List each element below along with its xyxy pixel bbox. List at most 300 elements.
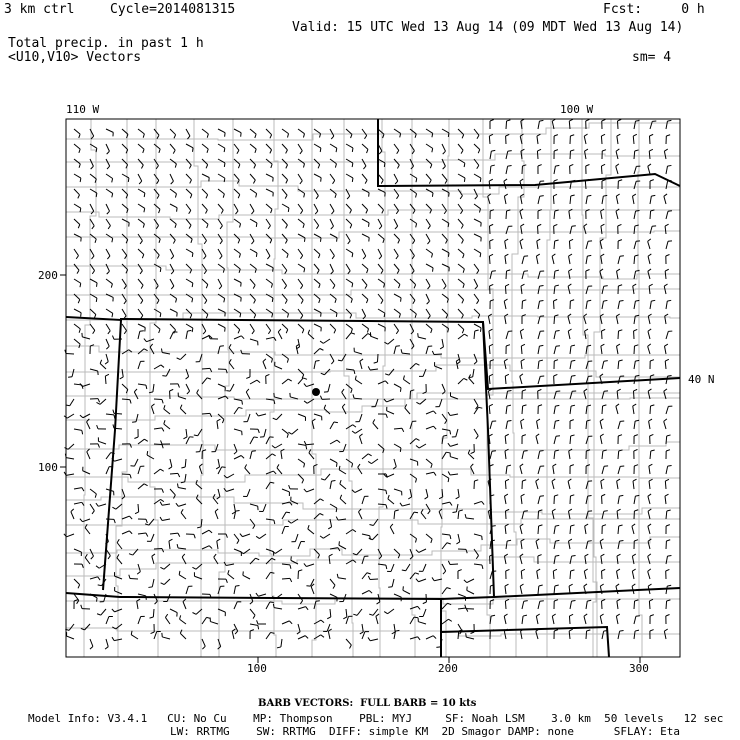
wind-barb-flag — [434, 472, 436, 475]
wind-barb-flag — [536, 254, 539, 256]
wind-barb-shaft — [186, 249, 193, 253]
wind-barb-flag — [187, 330, 191, 331]
wind-barb-shaft — [617, 556, 618, 564]
wind-barb-flag — [600, 314, 603, 316]
wind-barb-shaft — [338, 578, 346, 579]
wind-barb-shaft — [242, 534, 250, 537]
wind-barb-shaft — [114, 459, 122, 461]
wind-barb-shaft — [442, 429, 450, 430]
wind-barb-flag — [80, 283, 81, 287]
wind-barb-shaft — [520, 466, 522, 474]
wind-barb-shaft — [298, 636, 305, 639]
wind-barb-flag — [396, 256, 398, 259]
wind-barb-shaft — [330, 324, 336, 330]
wind-barb-shaft — [489, 331, 490, 339]
wind-barb-shaft — [323, 534, 330, 538]
station-marker — [312, 388, 320, 396]
wind-barb-flag — [650, 180, 654, 181]
wind-barb-flag — [490, 600, 494, 601]
y-tick-100: 100 — [38, 461, 58, 474]
wind-barb-flag — [397, 270, 399, 273]
wind-barb-shaft — [69, 624, 74, 630]
wind-barb-shaft — [74, 339, 80, 344]
wind-barb-shaft — [218, 144, 225, 148]
wind-barb-flag — [144, 484, 148, 486]
wind-barb-shaft — [394, 189, 399, 195]
wind-barb-shaft — [90, 369, 98, 371]
wind-barb-flag — [352, 253, 353, 257]
wind-barb-flag — [318, 165, 320, 169]
wind-barb-shaft — [490, 541, 491, 549]
wind-barb-flag — [636, 271, 640, 272]
wind-barb-shaft — [90, 324, 95, 330]
wind-barb-shaft — [266, 337, 274, 339]
wind-barb-shaft — [458, 234, 463, 240]
wind-barb-flag — [667, 120, 671, 121]
wind-barb-flag — [520, 179, 523, 181]
wind-barb-flag — [170, 389, 174, 391]
wind-barb-shaft — [311, 587, 314, 594]
wind-barb-shaft — [329, 556, 330, 564]
wind-barb-shaft — [250, 451, 252, 459]
wind-barb-flag — [289, 485, 290, 489]
wind-barb-shaft — [226, 564, 234, 565]
wind-barb-shaft — [170, 129, 176, 135]
wind-barb-flag — [270, 150, 272, 154]
wind-barb-shaft — [282, 189, 287, 195]
wind-barb-shaft — [423, 609, 426, 616]
wind-barb-shaft — [74, 279, 81, 283]
wind-barb-flag — [240, 224, 241, 228]
wind-barb-flag — [226, 369, 227, 373]
wind-barb-flag — [554, 299, 558, 301]
wind-barb-shaft — [74, 579, 80, 585]
wind-barb-flag — [290, 565, 291, 569]
wind-barb-shaft — [666, 211, 668, 219]
wind-barb-flag — [107, 211, 110, 214]
wind-barb-flag — [151, 404, 154, 407]
wind-barb-flag — [171, 271, 174, 274]
smoothing-label: sm= 4 — [632, 50, 672, 65]
wind-barb-flag — [506, 345, 510, 346]
wind-barb-shaft — [394, 346, 396, 354]
wind-barb-flag — [571, 525, 575, 526]
wind-barb-shaft — [377, 354, 378, 362]
wind-barb-flag — [236, 511, 240, 512]
wind-barb-flag — [384, 612, 387, 614]
wind-barb-shaft — [434, 354, 442, 355]
wind-barb-shaft — [378, 489, 386, 490]
wind-barb-shaft — [370, 579, 378, 580]
wind-barb-flag — [421, 509, 423, 512]
wind-barb-shaft — [394, 459, 396, 467]
wind-barb-shaft — [618, 421, 620, 429]
wind-barb-flag — [135, 512, 139, 514]
wind-barb-flag — [124, 331, 126, 334]
wind-barb-shaft — [186, 279, 193, 283]
wind-barb-flag — [379, 226, 382, 229]
wind-barb-flag — [181, 509, 183, 512]
wind-barb-shaft — [458, 279, 464, 284]
wind-barb-shaft — [138, 533, 146, 534]
wind-barb-shaft — [324, 409, 330, 414]
wind-barb-shaft — [650, 451, 651, 459]
wind-barb-shaft — [342, 392, 346, 399]
wind-barb-shaft — [330, 481, 332, 489]
wind-barb-shaft — [298, 174, 302, 181]
wind-barb-flag — [202, 646, 205, 649]
wind-barb-flag — [667, 600, 671, 601]
wind-barb-shaft — [296, 346, 298, 354]
wind-barb-shaft — [504, 196, 506, 204]
wind-barb-shaft — [650, 211, 651, 219]
wind-barb-shaft — [180, 633, 186, 639]
wind-barb-shaft — [468, 453, 474, 459]
wind-barb-shaft — [202, 249, 206, 256]
wind-barb-flag — [364, 135, 366, 138]
wind-barb-shaft — [346, 279, 353, 283]
wind-barb-shaft — [186, 204, 191, 210]
wind-barb-shaft — [266, 189, 273, 192]
wind-barb-flag — [95, 494, 96, 498]
wind-barb-flag — [665, 224, 669, 226]
wind-barb-shaft — [170, 249, 174, 256]
wind-barb-shaft — [106, 204, 110, 211]
wind-barb-flag — [384, 284, 385, 288]
wind-barb-shaft — [250, 264, 256, 269]
wind-barb-flag — [601, 554, 604, 556]
wind-barb-shaft — [423, 564, 426, 571]
wind-barb-shaft — [666, 466, 668, 474]
wind-barb-shaft — [378, 381, 385, 384]
wind-barb-flag — [96, 402, 100, 404]
wind-barb-shaft — [122, 516, 129, 519]
wind-barb-shaft — [505, 511, 506, 519]
wind-barb-flag — [82, 430, 83, 434]
wind-barb-flag — [352, 283, 353, 287]
wind-barb-shaft — [521, 226, 522, 234]
wind-barb-flag — [478, 150, 480, 154]
wind-barb-flag — [536, 479, 539, 481]
wind-barb-shaft — [266, 454, 272, 459]
wind-barb-flag — [381, 270, 383, 273]
county-line — [150, 119, 158, 657]
wind-barb-flag — [616, 584, 619, 586]
wind-barb-flag — [192, 328, 193, 332]
wind-barb-shaft — [442, 474, 449, 478]
wind-barb-shaft — [229, 348, 234, 354]
wind-barb-flag — [666, 540, 670, 541]
wind-barb-shaft — [634, 211, 636, 219]
wind-barb-flag — [321, 620, 324, 623]
wind-barb-shaft — [106, 324, 110, 331]
wind-barb-shaft — [180, 408, 186, 414]
wind-barb-shaft — [178, 504, 186, 506]
wind-barb-shaft — [505, 436, 506, 444]
wind-barb-flag — [316, 601, 320, 602]
wind-barb-flag — [210, 368, 212, 372]
wind-barb-flag — [98, 585, 102, 586]
wind-barb-flag — [452, 512, 456, 513]
wind-barb-flag — [342, 404, 345, 407]
wind-barb-flag — [365, 180, 367, 183]
wind-barb-flag — [196, 495, 198, 499]
wind-barb-flag — [98, 399, 100, 403]
wind-barb-flag — [272, 313, 273, 317]
wind-barb-flag — [552, 509, 555, 511]
county-line — [270, 119, 278, 657]
wind-barb-shaft — [666, 181, 668, 189]
wind-barb-flag — [415, 134, 416, 138]
wind-barb-shaft — [117, 543, 122, 549]
wind-barb-shaft — [218, 204, 223, 210]
wind-barb-shaft — [634, 496, 635, 504]
wind-barb-shaft — [602, 196, 603, 204]
wind-barb-shaft — [340, 484, 346, 489]
wind-barb-shaft — [552, 511, 554, 519]
wind-barb-shaft — [666, 166, 667, 174]
wind-barb-shaft — [586, 301, 587, 309]
wind-barb-flag — [600, 374, 603, 376]
wind-barb-shaft — [122, 249, 127, 255]
wind-barb-shaft — [138, 324, 145, 328]
wind-barb-flag — [270, 135, 272, 139]
wind-barb-shaft — [394, 444, 401, 448]
wind-barb-flag — [569, 239, 573, 241]
wind-barb-flag — [507, 405, 511, 406]
wind-barb-shaft — [650, 121, 652, 129]
wind-barb-flag — [300, 210, 302, 213]
wind-barb-flag — [418, 606, 421, 609]
wind-barb-flag — [80, 415, 83, 418]
wind-barb-flag — [584, 389, 587, 391]
wind-barb-shaft — [106, 467, 109, 474]
wind-barb-flag — [471, 464, 474, 467]
wind-barb-shaft — [554, 406, 555, 414]
wind-barb-shaft — [410, 129, 416, 134]
wind-barb-flag — [253, 285, 255, 288]
wind-barb-shaft — [554, 241, 555, 249]
wind-barb-shaft — [554, 556, 555, 564]
wind-barb-shaft — [648, 271, 650, 279]
wind-barb-flag — [456, 497, 459, 499]
wind-barb-shaft — [584, 391, 586, 399]
wind-barb-flag — [536, 614, 539, 616]
wind-barb-shaft — [74, 594, 79, 600]
wind-barb-shaft — [458, 594, 465, 597]
wind-barb-shaft — [264, 429, 266, 437]
wind-barb-shaft — [634, 151, 635, 159]
wind-barb-shaft — [458, 264, 464, 269]
wind-barb-flag — [224, 148, 225, 152]
wind-barb-shaft — [106, 219, 110, 226]
wind-barb-flag — [665, 314, 668, 316]
wind-barb-flag — [379, 151, 382, 154]
wind-barb-flag — [478, 407, 482, 408]
wind-barb-flag — [78, 225, 80, 229]
wind-barb-flag — [162, 428, 164, 432]
wind-barb-shaft — [618, 631, 620, 639]
wind-barb-shaft — [232, 631, 234, 639]
wind-barb-shaft — [122, 369, 123, 377]
wind-barb-flag — [97, 283, 98, 287]
wind-barb-flag — [448, 478, 449, 482]
wind-barb-shaft — [490, 421, 492, 429]
wind-barb-shaft — [586, 346, 587, 354]
wind-barb-flag — [505, 254, 509, 256]
wind-barb-shaft — [601, 256, 602, 264]
wind-barb-flag — [351, 329, 352, 333]
wind-barb-flag — [520, 554, 523, 556]
wind-barb-flag — [666, 450, 670, 451]
wind-barb-flag — [570, 420, 574, 421]
wind-barb-shaft — [601, 136, 602, 144]
wind-barb-flag — [238, 330, 240, 334]
wind-barb-flag — [241, 455, 244, 458]
wind-barb-flag — [332, 256, 334, 259]
wind-barb-flag — [300, 151, 302, 154]
wind-barb-shaft — [314, 129, 321, 134]
wind-barb-shaft — [106, 189, 113, 193]
wind-barb-shaft — [106, 129, 113, 132]
wind-barb-flag — [150, 617, 154, 618]
wind-barb-flag — [178, 473, 180, 477]
wind-barb-shaft — [330, 204, 334, 211]
wind-barb-flag — [160, 517, 162, 520]
wind-barb-shaft — [648, 526, 650, 534]
wind-barb-flag — [538, 405, 542, 406]
wind-barb-shaft — [402, 504, 410, 506]
wind-barb-flag — [381, 180, 383, 184]
wind-barb-flag — [304, 194, 305, 198]
wind-barb-flag — [105, 362, 108, 364]
wind-barb-flag — [616, 149, 619, 151]
wind-barb-shaft — [330, 234, 337, 238]
wind-barb-flag — [555, 285, 559, 286]
wind-barb-flag — [204, 256, 207, 259]
wind-barb-shaft — [330, 279, 335, 285]
wind-barb-flag — [440, 347, 443, 349]
wind-barb-shaft — [282, 526, 285, 534]
wind-barb-flag — [632, 194, 635, 196]
wind-barb-shaft — [199, 466, 202, 474]
wind-barb-shaft — [82, 337, 90, 339]
wind-barb-flag — [402, 570, 406, 571]
wind-barb-shaft — [186, 144, 193, 148]
wind-barb-flag — [649, 149, 653, 151]
wind-barb-flag — [273, 418, 277, 420]
wind-barb-flag — [384, 163, 385, 167]
wind-barb-flag — [429, 180, 431, 184]
wind-barb-flag — [192, 283, 193, 287]
wind-barb-shaft — [375, 399, 378, 407]
wind-barb-flag — [253, 615, 255, 618]
wind-barb-shaft — [474, 399, 478, 406]
wind-barb-flag — [96, 298, 97, 302]
wind-barb-flag — [207, 224, 208, 228]
wind-barb-flag — [224, 298, 225, 302]
wind-barb-flag — [242, 401, 243, 405]
wind-barb-shaft — [275, 444, 282, 448]
wind-barb-shaft — [490, 166, 491, 174]
wind-barb-shaft — [154, 309, 161, 313]
wind-barb-flag — [239, 254, 240, 258]
wind-barb-flag — [651, 450, 655, 451]
wind-barb-flag — [285, 270, 287, 273]
wind-barb-shaft — [152, 556, 154, 564]
wind-barb-shaft — [538, 361, 539, 369]
wind-barb-shaft — [355, 380, 362, 384]
wind-barb-flag — [316, 360, 320, 361]
wind-barb-shaft — [537, 136, 538, 144]
wind-barb-flag — [601, 224, 605, 226]
wind-barb-flag — [324, 405, 326, 409]
wind-barb-shaft — [186, 437, 190, 444]
wind-barb-shaft — [537, 421, 538, 429]
wind-barb-flag — [79, 344, 80, 348]
wind-barb-flag — [177, 484, 178, 488]
wind-barb-shaft — [618, 496, 619, 504]
wind-barb-shaft — [106, 279, 112, 284]
wind-barb-shaft — [153, 384, 154, 392]
wind-barb-flag — [175, 194, 176, 198]
wind-barb-flag — [416, 178, 417, 182]
wind-barb-shaft — [426, 459, 432, 464]
wind-barb-flag — [160, 469, 163, 471]
wind-barb-shaft — [421, 513, 426, 519]
wind-barb-shaft — [138, 466, 140, 474]
wind-barb-flag — [388, 587, 392, 588]
wind-barb-flag — [139, 181, 142, 184]
wind-barb-flag — [189, 225, 191, 228]
wind-barb-flag — [177, 358, 181, 360]
wind-barb-flag — [189, 165, 191, 169]
county-line — [66, 181, 680, 194]
wind-barb-shaft — [537, 241, 538, 249]
wind-barb-flag — [155, 601, 158, 604]
wind-barb-flag — [134, 437, 138, 438]
wind-barb-flag — [106, 346, 109, 349]
wind-barb-flag — [489, 434, 493, 436]
wind-barb-flag — [352, 464, 353, 468]
wind-barb-shaft — [266, 249, 270, 256]
wind-barb-shaft — [394, 234, 400, 240]
wind-barb-flag — [618, 180, 622, 181]
wind-barb-flag — [383, 134, 384, 138]
wind-barb-flag — [584, 614, 587, 616]
wind-barb-shaft — [314, 189, 318, 196]
wind-barb-shaft — [426, 324, 432, 329]
wind-barb-flag — [98, 577, 100, 580]
wind-barb-shaft — [328, 384, 330, 392]
wind-barb-shaft — [554, 586, 555, 594]
wind-barb-shaft — [569, 256, 570, 264]
wind-barb-shaft — [553, 196, 554, 204]
wind-barb-flag — [314, 464, 318, 466]
wind-barb-flag — [157, 255, 159, 259]
wind-barb-shaft — [90, 174, 96, 179]
wind-barb-flag — [619, 525, 623, 526]
wind-barb-flag — [616, 614, 619, 616]
wind-barb-shaft — [138, 204, 145, 208]
wind-barb-shaft — [169, 541, 170, 549]
wind-barb-flag — [522, 480, 526, 481]
wind-barb-flag — [432, 193, 433, 197]
wind-barb-shaft — [330, 129, 334, 136]
wind-barb-flag — [538, 165, 542, 166]
wind-barb-flag — [462, 329, 464, 333]
wind-barb-shaft — [202, 324, 206, 331]
